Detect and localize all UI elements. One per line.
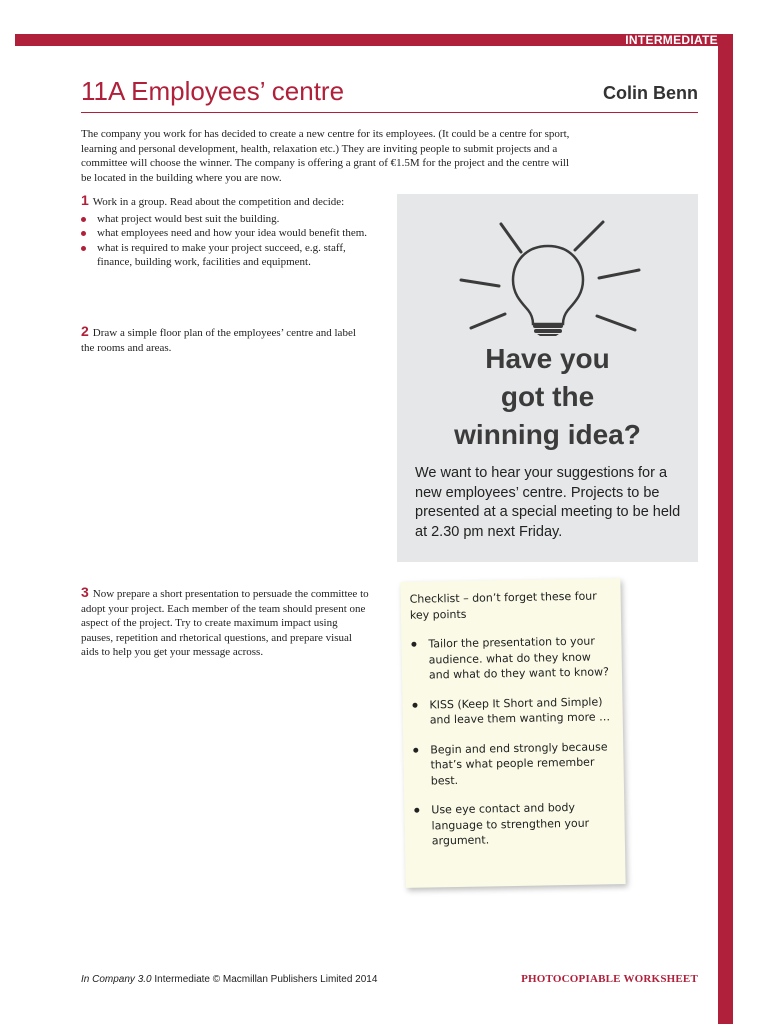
list-item-text: KISS (Keep It Short and Simple) and leave them wanting more … xyxy=(429,694,611,727)
list-item xyxy=(81,241,371,270)
task-text: Draw a simple floor plan of the employees’ centre and label the rooms and areas. xyxy=(81,327,356,354)
list-item-text: Use eye contact and body language to strengthen your argument. xyxy=(431,800,590,848)
bullet-icon xyxy=(413,747,418,752)
checklist-note xyxy=(400,578,625,888)
bullet-icon xyxy=(414,808,419,813)
advert-heading-line: Have you xyxy=(485,343,610,374)
list-item xyxy=(411,694,612,728)
advert-heading-line: winning idea? xyxy=(454,419,641,450)
footer-copyright xyxy=(81,974,377,986)
competition-advert xyxy=(397,194,698,562)
book-title: In Company 3.0 xyxy=(81,974,152,985)
task-1 xyxy=(81,193,371,270)
task-text: Now prepare a short presentation to persuade the committee to adopt your project. Each member of the team should present one aspect of the project. Try to create maximum impact using pauses, repetition and rhetorical questions, and prepare visual aids to help you get your message across. xyxy=(81,588,369,658)
list-item-text: what employees need and how your idea would benefit them. xyxy=(97,227,368,239)
bullet-icon xyxy=(81,217,86,222)
bullet-icon xyxy=(412,702,417,707)
top-accent-bar xyxy=(15,34,718,46)
side-accent-bar xyxy=(718,34,733,1024)
list-item-text: what project would best suit the building. xyxy=(97,212,280,225)
bullet-icon xyxy=(81,231,86,236)
list-item xyxy=(410,633,611,683)
lightbulb-icon xyxy=(453,216,643,336)
list-item xyxy=(412,739,613,789)
level-label: INTERMEDIATE xyxy=(625,33,718,47)
list-item xyxy=(81,212,371,227)
task-number: 2 xyxy=(81,323,89,339)
task-number: 1 xyxy=(81,192,89,208)
advert-text: We want to hear your suggestions for a new employees’ centre. Projects to be presented at a special meeting to be held at 2.30 pm next Friday. xyxy=(415,465,681,540)
list-item-text: Tailor the presentation to your audience. what do they know and what do they want to know? xyxy=(428,634,610,682)
list-item-text: Begin and end strongly because that’s what people remember best. xyxy=(430,739,608,787)
list-item-text: what is required to make your project succeed, e.g. staff, finance, building work, facilities and equipment. xyxy=(97,241,346,268)
intro-paragraph: The company you work for has decided to create a new centre for its employees. (It could be a centre for sport, learning and personal development, health, relaxation etc.) They are inviting people to submit projects and a committee will choose the winner. The company is offering a grant of €1.5M for the project and the centre will be located in the building where you are now. xyxy=(81,128,570,184)
copyright-text: Intermediate © Macmillan Publishers Limited 2014 xyxy=(151,974,378,985)
page-title: 11A Employees’ centre xyxy=(81,76,345,106)
author-name: Colin Benn xyxy=(603,83,698,103)
task-1-bullet-list xyxy=(81,212,371,270)
list-item xyxy=(413,799,614,849)
list-item xyxy=(81,226,371,241)
checklist-title: Checklist – don’t forget these four key points xyxy=(409,589,597,622)
bullet-icon xyxy=(411,642,416,647)
task-2 xyxy=(81,324,371,355)
task-number: 3 xyxy=(81,584,89,600)
bullet-icon xyxy=(81,246,86,251)
task-text: Work in a group. Read about the competition and decide: xyxy=(92,196,345,208)
advert-heading-line: got the xyxy=(500,381,595,412)
advert-heading xyxy=(397,340,698,454)
task-3 xyxy=(81,585,371,660)
checklist-list xyxy=(410,633,614,863)
title-divider xyxy=(81,112,698,113)
photocopiable-label: PHOTOCOPIABLE WORKSHEET xyxy=(521,973,698,985)
